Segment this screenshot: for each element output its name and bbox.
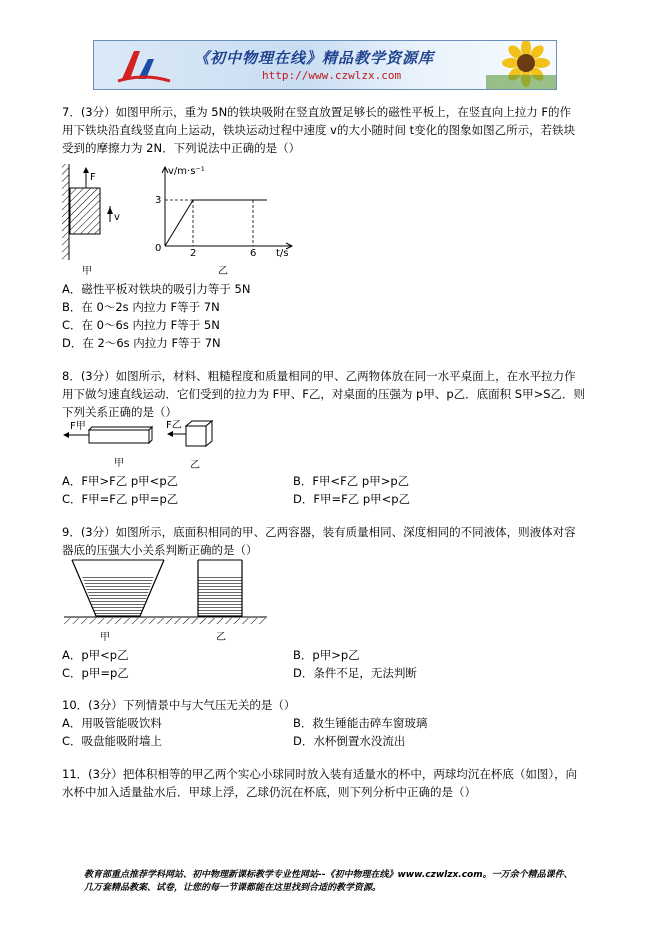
q9-stem-line-2: 器底的压强大小关系判断正确的是（）	[62, 543, 258, 557]
q7-graph-x-label: t/s	[276, 248, 289, 259]
q8-option-c[interactable]: C．F甲=F乙 p甲=p乙	[62, 492, 179, 506]
q8-force-b-label: F乙	[166, 420, 182, 431]
q8-option-a[interactable]: A．F甲>F乙 p甲<p乙	[62, 474, 179, 488]
q8-option-b[interactable]: B．F甲<F乙 p甲>p乙	[293, 474, 410, 488]
q10-option-c[interactable]: C．吸盘能吸附墙上	[62, 734, 163, 748]
q7-graph-y-label: v/m·s⁻¹	[168, 166, 205, 177]
q10-option-b[interactable]: B．救生锤能击碎车窗玻璃	[293, 716, 428, 730]
footer-line-2: 几万套精品教案、试卷，让您的每一节课都能在这里找到合适的教学资源。	[84, 883, 382, 893]
banner-url: http://www.czwlzx.com	[262, 69, 402, 82]
q8-force-a-label: F甲	[70, 421, 86, 432]
q9-caption-a: 甲	[100, 632, 110, 643]
q9-option-a[interactable]: A．p甲<p乙	[62, 648, 129, 662]
q8-stem-line-2: 用下做匀速直线运动．它们受到的拉力为 F甲、F乙，对桌面的压强为 p甲、p乙．底面积 S甲>S乙．则	[62, 387, 586, 401]
q10-option-a[interactable]: A．用吸管能吸饮料	[62, 716, 162, 730]
q7-caption-right: 乙	[218, 266, 228, 277]
q7-caption-left: 甲	[82, 266, 92, 277]
q7-graph-y-tick: 3	[155, 195, 162, 206]
q7-option-d[interactable]: D．在 2～6s 内拉力 F等于 7N	[62, 336, 221, 350]
q7-graph-x-tick-2: 2	[190, 248, 197, 259]
q8-caption-b: 乙	[190, 460, 200, 471]
q7-graph-origin: 0	[155, 243, 162, 254]
q8-stem-line-1: 8．(3分）如图所示，材料、粗糙程度和质量相同的甲、乙两物体放在同一水平桌面上，在水平拉力作	[62, 369, 576, 383]
q9-caption-b: 乙	[216, 632, 226, 643]
q10-option-d[interactable]: D．水杯倒置水没流出	[293, 734, 406, 748]
q8-stem-line-3: 下列关系正确的是（）	[62, 405, 177, 419]
site-logo-icon	[114, 45, 174, 85]
q10-stem: 10．(3分）下列情景中与大气压无关的是（）	[62, 698, 296, 712]
q7-option-a[interactable]: A．磁性平板对铁块的吸引力等于 5N	[62, 282, 251, 296]
q11-stem-line-2: 水杯中加入适量盐水后．甲球上浮，乙球仍沉在杯底，则下列分析中正确的是（）	[62, 785, 476, 799]
q7-option-b[interactable]: B．在 0～2s 内拉力 F等于 7N	[62, 300, 220, 314]
q9-option-b[interactable]: B．p甲>p乙	[293, 648, 360, 662]
banner-title: 《初中物理在线》精品教学资源库	[194, 49, 435, 67]
q8-caption-a: 甲	[114, 458, 124, 469]
q9-option-d[interactable]: D．条件不足，无法判断	[293, 666, 417, 680]
q9-figure-containers	[62, 558, 272, 630]
q7-stem-line-1: 7．(3分）如图甲所示，重为 5N的铁块吸附在竖直放置足够长的磁性平板上，在竖直向上拉力 F的作	[62, 105, 571, 119]
q7-option-c[interactable]: C．在 0～6s 内拉力 F等于 5N	[62, 318, 220, 332]
q7-stem-line-3: 受到的摩擦力为 2N．下列说法中正确的是（）	[62, 141, 301, 155]
header-banner	[93, 40, 557, 90]
q8-option-d[interactable]: D．F甲=F乙 p甲<p乙	[293, 492, 411, 506]
q7-force-label: F	[90, 172, 96, 183]
footer-line-1: 教育部重点推荐学科网站、初中物理新课标教学专业性网站--《初中物理在线》www.czwlzx.com。一万余个精品课件、	[84, 870, 573, 880]
q8-figure-blocks	[62, 420, 227, 450]
sunflower-icon	[486, 41, 556, 89]
q7-stem-line-2: 用下铁块沿直线竖直向上运动，铁块运动过程中速度 v的大小随时间 t变化的图象如图乙所示，若铁块	[62, 123, 576, 137]
q7-velocity-label: v	[114, 212, 120, 223]
q9-option-c[interactable]: C．p甲=p乙	[62, 666, 129, 680]
q7-graph-x-tick-6: 6	[250, 248, 257, 259]
q9-stem-line-1: 9．(3分）如图所示，底面积相同的甲、乙两容器，装有质量相同、深度相同的不同液体，则液体对容	[62, 525, 576, 539]
q11-stem-line-1: 11．(3分）把体积相等的甲乙两个实心小球同时放入装有适量水的杯中，两球均沉在杯底（如图），向	[62, 767, 578, 781]
